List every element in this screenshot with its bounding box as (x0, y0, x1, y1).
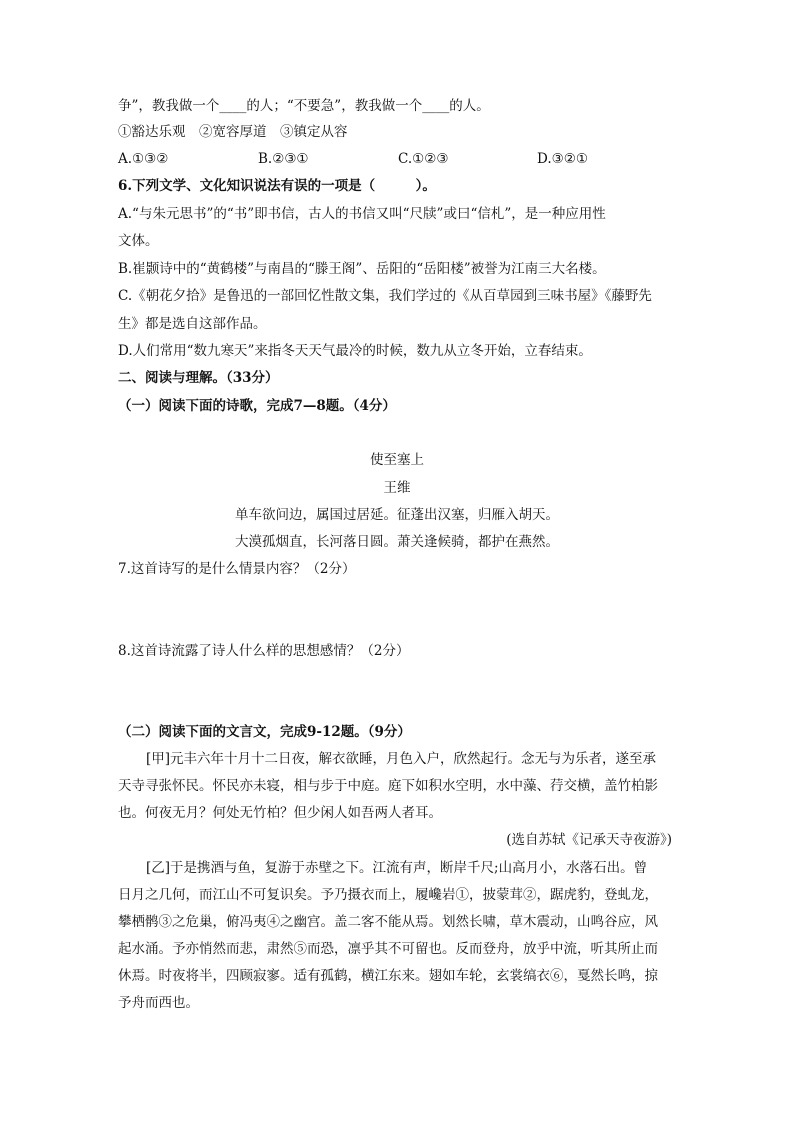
q5-option-a: A.①③② (118, 151, 169, 167)
q5-option-c: C.①②③ (398, 151, 449, 167)
passage-jia-line2: 天寺寻张怀民。怀民亦未寝，相与步于中庭。庭下如积水空明，水中藻、荇交横，盖竹柏影 (118, 778, 658, 794)
passage-yi-line3: 攀栖鹘③之危巢，俯冯夷④之幽宫。盖二客不能从焉。划然长啸，草木震动，山鸣谷应，风 (118, 914, 658, 930)
question-7: 7.这首诗写的是什么情景内容？（2分） (118, 561, 356, 577)
passage-jia-line3: 也。何夜无月？何处无竹柏？但少闲人如吾两人者耳。 (118, 805, 442, 821)
q6-option-d: D.人们常用“数九寒天”来指冬天天气最冷的时候，数九从立冬开始，立春结束。 (118, 343, 592, 359)
poem-line-2: 大漠孤烟直，长河落日圆。萧关逢候骑，都护在燕然。 (235, 534, 559, 550)
q5-option-d: D.③②① (537, 151, 588, 167)
q6-option-c-line2: 生》都是选自这部作品。 (118, 316, 267, 332)
passage-yi-line6: 予舟而西也。 (118, 995, 199, 1011)
classical-part-heading: （二）阅读下面的文言文，完成9-12题。（9分） (118, 724, 411, 740)
q5-option-b: B.②③① (258, 151, 309, 167)
passage-yi-line1: [乙]于是携酒与鱼，复游于赤壁之下。江流有声，断岸千尺;山高月小，水落石出。曾 (146, 860, 648, 876)
section2-heading: 二、阅读与理解。（33分） (118, 370, 279, 386)
passage-yi-line4: 起水涌。予亦悄然而悲，肃然⑤而恐，凛乎其不可留也。反而登舟，放乎中流，听其所止而 (118, 941, 658, 957)
q6-stem: 6.下列文学、文化知识说法有误的一项是（ ）。 (118, 178, 436, 194)
q6-option-c-line1: C.《朝花夕拾》是鲁迅的一部回忆性散文集，我们学过的《从百草园到三味书屋》《藤野先 (118, 288, 652, 304)
poem-title: 使至塞上 (370, 452, 424, 468)
passage-yi-line2: 日月之几何，而江山不可复识矣。予乃摄衣而上，履巉岩①，披蒙茸②，踞虎豹，登虬龙， (118, 887, 658, 903)
poem-part-heading: （一）阅读下面的诗歌，完成7—8题。（4分） (118, 398, 396, 414)
question-8: 8.这首诗流露了诗人什么样的思想感情？（2分） (118, 643, 410, 659)
q5-blank-line: 争”，教我做一个____的人；“不要急”，教我做一个____的人。 (118, 98, 490, 114)
passage-jia-line1: [甲]元丰六年十月十二日夜，解衣欲睡，月色入户，欣然起行。念无与为乐者，遂至承 (146, 751, 657, 767)
poem-line-1: 单车欲问边，属国过居延。征蓬出汉塞，归雁入胡天。 (235, 507, 559, 523)
q6-option-a-line1: A.“与朱元思书”的“书”即书信，古人的书信又叫“尺牍”或曰“信札”，是一种应用性 (118, 206, 606, 222)
passage-jia-source: (选自苏轼《记承天寺夜游》) (506, 832, 672, 848)
q6-option-a-line2: 文体。 (118, 233, 159, 249)
q6-option-b: B.崔颢诗中的“黄鹤楼”与南昌的“滕王阁”、岳阳的“岳阳楼”被誉为江南三大名楼。 (118, 261, 606, 277)
passage-yi-line5: 休焉。时夜将半，四顾寂寥。适有孤鹤，横江东来。翅如车轮，玄裳缟衣⑥，戛然长鸣，掠 (118, 968, 658, 984)
poem-author: 王维 (383, 480, 411, 496)
q5-choices: ①豁达乐观 ②宽容厚道 ③镇定从容 (118, 124, 348, 140)
